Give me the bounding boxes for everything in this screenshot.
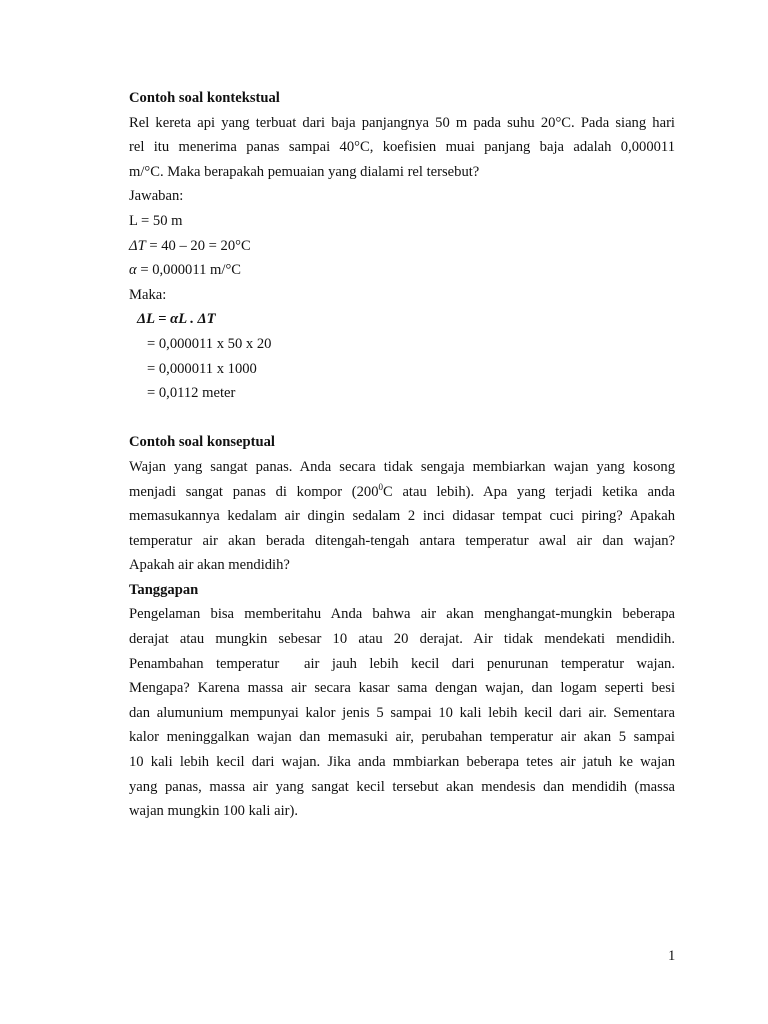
- problem-line: m/°C. Maka berapakah pemuaian yang dialami rel tersebut?: [129, 163, 480, 180]
- page-number: 1: [668, 948, 676, 964]
- response-line: yang panas, massa air yang sangat kecil tersebut akan mendesis dan mendidih (massa: [129, 778, 675, 795]
- given-delta-t: [129, 234, 675, 259]
- problem-line: rel itu menerima panas sampai 40°C, koefisien muai panjang baja adalah 0,000011: [129, 139, 675, 156]
- given-length: L = 50 m: [129, 212, 183, 229]
- response-line: 10 kali lebih kecil dari wajan. Jika anda mmbiarkan beberapa tetes air jatuh ke wajan: [129, 754, 675, 771]
- section-heading-kontekstual: Contoh soal kontekstual: [129, 90, 280, 106]
- question-text: menjadi sangat panas di kompor (200: [129, 483, 379, 500]
- calculation-step: = 0,0112 meter: [147, 385, 236, 402]
- calculation-step: = 0,000011 x 50 x 20: [147, 335, 272, 352]
- response-line: derajat atau mungkin sebesar 10 atau 20 derajat. Air tidak mendekati mendidih.: [129, 631, 675, 648]
- answer-label: Jawaban:: [129, 188, 184, 205]
- response-line: dan alumunium mempunyai kalor jenis 5 sampai 10 kali lebih kecil dari air. Sementara: [129, 704, 675, 721]
- question-text: C atau lebih). Apa yang terjadi ketika anda: [383, 483, 675, 500]
- formula: ΔL = αL . ΔT: [137, 311, 216, 328]
- superscript: 0: [378, 481, 384, 492]
- response-line: Penambahan temperatur air jauh lebih kecil dari penurunan temperatur wajan.: [129, 655, 675, 672]
- question-line: Apakah air akan mendidih?: [129, 557, 290, 574]
- section-heading-tanggapan: Tanggapan: [129, 581, 199, 598]
- response-line: Pengelaman bisa memberitahu Anda bahwa air akan menghangat-mungkin beberapa: [129, 606, 675, 623]
- question-line: memasukannya kedalam air dingin sedalam 2 inci didasar tempat cuci piring? Apakah: [129, 508, 675, 525]
- calculation-step: = 0,000011 x 1000: [147, 360, 257, 377]
- response-line: Mengapa? Karena massa air secara kasar sama dengan wajan, dan logam seperti besi: [129, 680, 675, 697]
- response-line: kalor meninggalkan wajan dan memasuki air, perubahan temperatur air akan 5 sampai: [129, 729, 675, 746]
- question-line: temperatur air akan berada ditengah-tengah antara temperatur awal air dan wajan?: [129, 532, 675, 549]
- delta-t-symbol: ΔT: [129, 237, 146, 254]
- alpha-symbol: α: [129, 262, 137, 279]
- question-line: [129, 480, 675, 505]
- then-label: Maka:: [129, 286, 167, 303]
- delta-t-value: = 40 – 20 = 20°C: [145, 237, 251, 254]
- response-line: wajan mungkin 100 kali air).: [129, 803, 299, 820]
- question-line: Wajan yang sangat panas. Anda secara tidak sengaja membiarkan wajan yang kosong: [129, 458, 675, 475]
- spacer: [129, 406, 675, 431]
- given-alpha: [129, 258, 675, 283]
- section-heading-konseptual: Contoh soal konseptual: [129, 434, 275, 451]
- problem-line: Rel kereta api yang terbuat dari baja panjangnya 50 m pada suhu 20°C. Pada siang hari: [129, 114, 675, 131]
- alpha-value: = 0,000011 m/°C: [136, 262, 242, 279]
- document-page: [129, 86, 675, 824]
